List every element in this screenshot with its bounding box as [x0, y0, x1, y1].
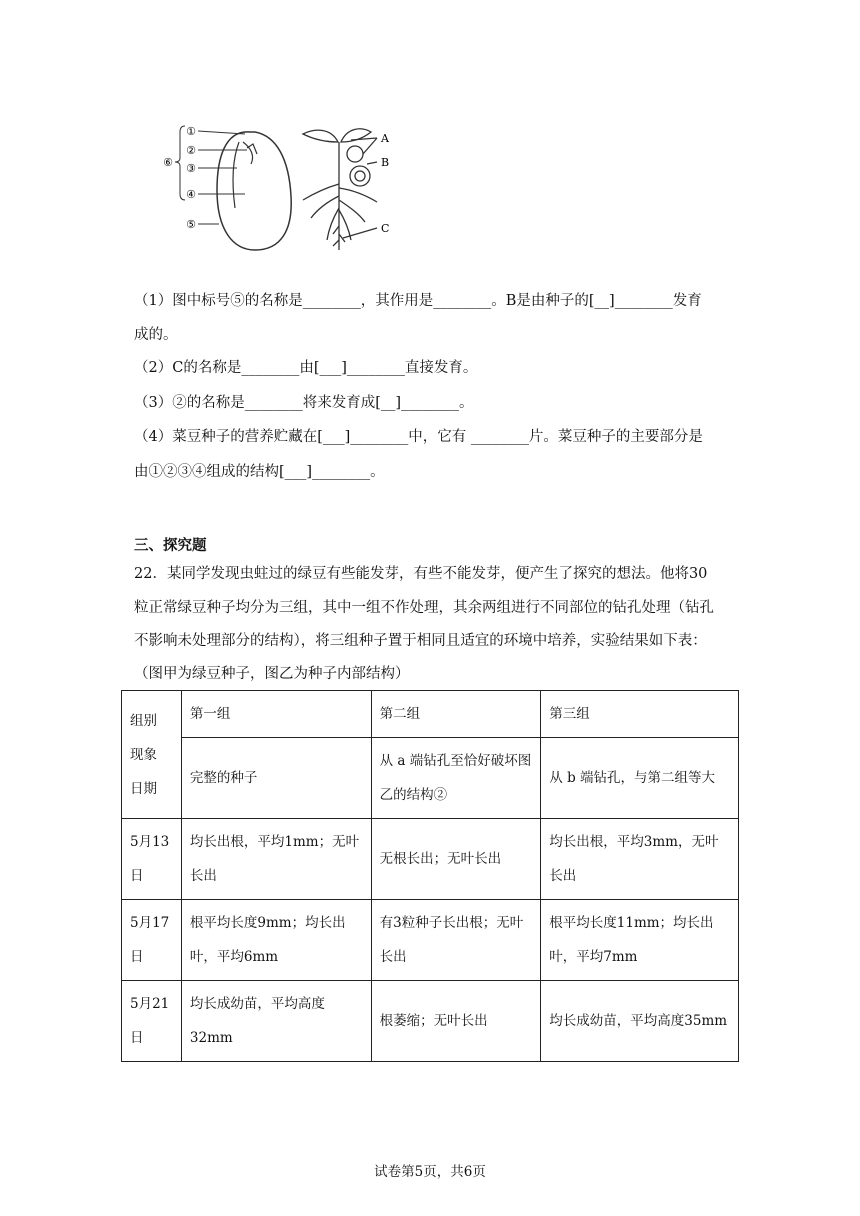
table-row	[122, 900, 739, 981]
date-cell: 5月13日	[122, 819, 182, 900]
corner-cell	[122, 691, 182, 819]
corner-phenomenon: 现象	[130, 746, 157, 763]
treatment-1: 完整的种子	[181, 738, 371, 819]
group-2-header: 第二组	[371, 691, 541, 738]
section-title: 三、探究题	[134, 537, 207, 554]
page-footer: 试卷第5页，共6页	[374, 1164, 486, 1180]
treatment-3: 从 b 端钻孔，与第二组等大	[541, 738, 739, 819]
question-1-line-1: （1）图中标号⑤的名称是________，其作用是________。B是由种子的[__]________发育	[134, 293, 702, 309]
label-6: ⑥	[163, 156, 173, 169]
result-cell: 根平均长度11mm；均长出叶，平均7mm	[541, 900, 739, 981]
label-2: ②	[186, 144, 196, 157]
experiment-table	[121, 690, 739, 1062]
result-cell: 无根长出；无叶长出	[371, 819, 541, 900]
label-4: ④	[186, 188, 196, 201]
q22-line-2: 粒正常绿豆种子均分为三组，其中一组不作处理，其余两组进行不同部位的钻孔处理（钻孔	[134, 600, 714, 616]
label-3: ③	[186, 162, 196, 175]
label-A: A	[381, 132, 389, 145]
q22-line-3: 不影响未处理部分的结构），将三组种子置于相同且适宜的环境中培养，实验结果如下表：	[134, 633, 707, 649]
result-cell: 有3粒种子长出根；无叶长出	[371, 900, 541, 981]
q22-line-4: （图甲为绿豆种子，图乙为种子内部结构）	[134, 666, 410, 682]
question-3: （3）②的名称是________将来发育成[__]________。	[134, 395, 474, 411]
question-4-line-2: 由①②③④组成的结构[___]________。	[134, 464, 385, 480]
result-cell: 均长出根，平均1mm；无叶长出	[181, 819, 371, 900]
label-B: B	[381, 156, 390, 169]
question-4-line-1: （4）菜豆种子的营养贮藏在[___]________中，它有 ________片。菜豆种子的主要部分是	[134, 429, 703, 445]
date-cell: 5月21日	[122, 981, 182, 1062]
corner-date: 日期	[130, 780, 157, 797]
result-cell: 根萎缩；无叶长出	[371, 981, 541, 1062]
treatment-2: 从 a 端钻孔至恰好破坏图乙的结构②	[371, 738, 541, 819]
date-cell: 5月17日	[122, 900, 182, 981]
group-1-header: 第一组	[181, 691, 371, 738]
result-cell: 根平均长度9mm；均长出叶，平均6mm	[181, 900, 371, 981]
label-5: ⑤	[186, 218, 196, 231]
seed-seedling-figure	[155, 118, 405, 258]
question-2: （2）C的名称是________由[___]________直接发育。	[134, 360, 478, 376]
label-1: ①	[186, 125, 196, 138]
treatment-row	[122, 738, 739, 819]
group-3-header: 第三组	[541, 691, 739, 738]
question-1-line-2: 成的。	[134, 327, 178, 343]
seedling-diagram	[303, 129, 377, 250]
result-cell: 均长出根，平均3mm，无叶长出	[541, 819, 739, 900]
q22-line-1: 22．某同学发现虫蛀过的绿豆有些能发芽，有些不能发芽，便产生了探究的想法。他将30	[134, 566, 708, 582]
table-row	[122, 981, 739, 1062]
label-C: C	[381, 222, 390, 235]
corner-group: 组别	[130, 712, 157, 729]
table-header-row	[122, 691, 739, 738]
result-cell: 均长成幼苗，平均高度32mm	[181, 981, 371, 1062]
result-cell: 均长成幼苗，平均高度35mm	[541, 981, 739, 1062]
table-row	[122, 819, 739, 900]
